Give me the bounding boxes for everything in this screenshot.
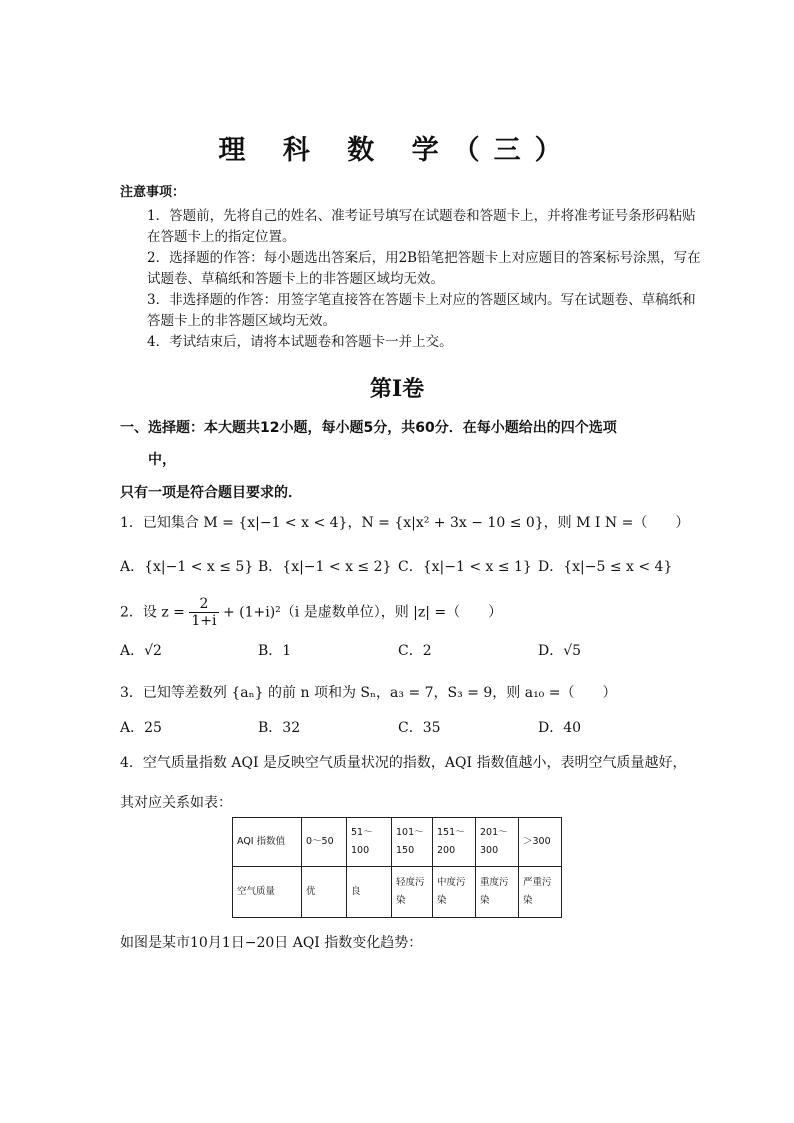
q3-option-b: B．32 — [258, 720, 301, 736]
aqi-cell: 严重污染 — [519, 867, 562, 918]
q2-prefix: 2．设 z = — [120, 604, 185, 621]
aqi-cell: 0～50 — [302, 818, 347, 867]
aqi-cell: 201～300 — [476, 818, 519, 867]
part-title: 第Ⅰ卷 — [369, 376, 425, 402]
aqi-table — [232, 817, 562, 918]
question-4-cont: 其对应关系如表： — [120, 795, 232, 811]
q1-option-c: C．{x|−1 < x ≤ 1} — [398, 559, 532, 575]
notes-heading: 注意事项： — [120, 185, 186, 200]
note-item-4: 4．考试结束后，请将本试题卷和答题卡一并上交。 — [147, 334, 453, 350]
aqi-cell: 101～150 — [392, 818, 433, 867]
exam-title: 理 科 数 学（三） — [218, 135, 576, 166]
note-item-3: 3．非选择题的作答：用签字笔直接答在答题卡上对应的答题区域内。写在试题卷、草稿纸和答题卡上的非答题区域均无效。 — [147, 292, 696, 329]
aqi-cell: 151～200 — [433, 818, 476, 867]
aqi-cell: 良 — [347, 867, 392, 918]
aqi-table-row-index — [233, 818, 562, 867]
aqi-cell: 51～100 — [347, 818, 392, 867]
q3-option-d: D．40 — [538, 720, 582, 736]
aqi-cell: 优 — [302, 867, 347, 918]
q2-option-b: B．1 — [258, 643, 292, 659]
aqi-cell: 空气质量 — [233, 867, 302, 918]
section-instruction: 只有一项是符合题目要求的． — [120, 485, 302, 501]
note-item-2: 2．选择题的作答：每小题选出答案后，用2B铅笔把答题卡上对应题目的答案标号涂黑，写在试题卷、草稿纸和答题卡上的非答题区域均无效。 — [147, 250, 701, 287]
aqi-cell: AQI 指数值 — [233, 818, 302, 867]
question-3: 3．已知等差数列 {aₙ} 的前 n 项和为 Sₙ，a₃ = 7，S₃ = 9，则 a₁₀ =（ ） — [120, 685, 617, 701]
q1-option-b: B．{x|−1 < x ≤ 2} — [258, 559, 392, 575]
q1-option-a: A．{x|−1 < x ≤ 5} — [120, 559, 254, 575]
q2-option-a: A．√2 — [120, 643, 162, 659]
q2-suffix: + (1+i)²（i 是虚数单位），则 |z| =（ ） — [222, 604, 503, 621]
q2-option-d: D．√5 — [538, 643, 582, 659]
chart-intro-text: 如图是某市10月1日−20日 AQI 指数变化趋势： — [120, 935, 423, 951]
q2-option-c: C．2 — [398, 643, 432, 659]
q1-option-d: D．{x|−5 ≤ x < 4} — [538, 559, 673, 575]
question-4: 4．空气质量指数 AQI 是反映空气质量状况的指数，AQI 指数值越小，表明空气质量越好， — [120, 755, 687, 771]
q3-option-c: C．35 — [398, 720, 441, 736]
aqi-table-row-quality — [233, 867, 562, 918]
aqi-cell: ＞300 — [519, 818, 562, 867]
aqi-cell: 轻度污染 — [392, 867, 433, 918]
aqi-cell: 中度污染 — [433, 867, 476, 918]
q2-fraction — [189, 596, 218, 629]
note-item-1: 1．答题前，先将自己的姓名、准考证号填写在试题卷和答题卡上，并将准考证号条形码粘贴在答题卡上的指定位置。 — [147, 208, 696, 245]
question-1: 1．已知集合 M = {x|−1 < x < 4}，N = {x|x² + 3x − 10 ≤ 0}，则 M Ι N =（ ） — [120, 515, 690, 531]
section-heading: 一、选择题：本大题共12小题，每小题5分，共60分．在每小题给出的四个选项 — [120, 420, 617, 436]
q2-fraction-numerator: 2 — [189, 596, 218, 613]
q3-option-a: A．25 — [120, 720, 162, 736]
section-heading-cont: 中， — [148, 452, 176, 468]
aqi-cell: 重度污染 — [476, 867, 519, 918]
q2-fraction-denominator: 1+i — [191, 613, 217, 629]
question-2 — [120, 596, 502, 629]
